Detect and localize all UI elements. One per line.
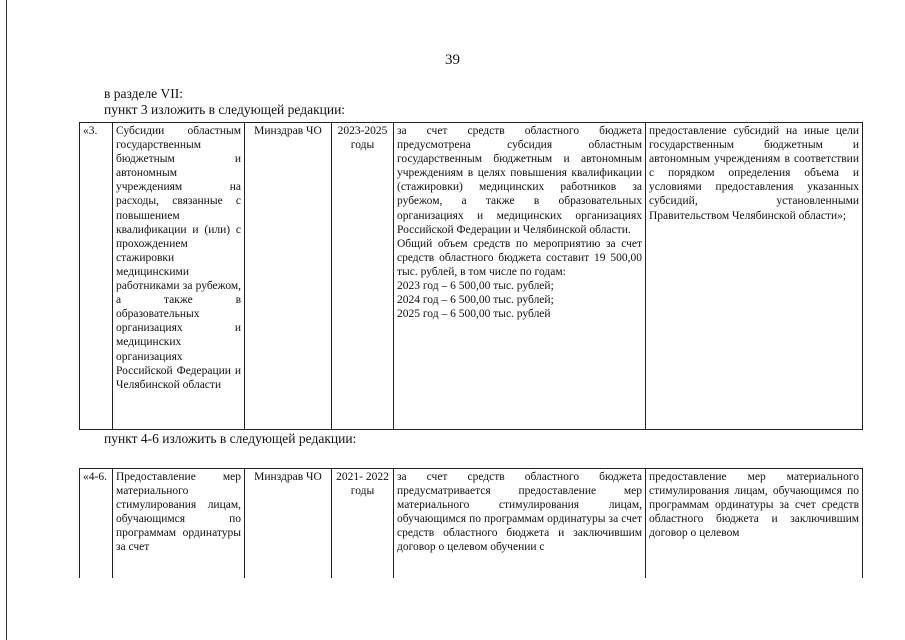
cell-executor: Минздрав ЧО — [245, 123, 332, 430]
cell-expected-result: предоставление мер материального стимулирования лицам, обучающимся по программам ординатуры за счет средств областного бюджета и заключившим договор о целевом — [646, 469, 863, 579]
table-item-3 — [79, 122, 863, 430]
funding-year-2024: 2024 год – 6 500,00 тыс. рублей; — [397, 294, 554, 307]
table-row — [80, 123, 863, 430]
section-heading: в разделе VII: — [104, 86, 184, 101]
table-item-4-6 — [79, 468, 863, 578]
cell-executor: Минздрав ЧО — [245, 469, 332, 579]
cell-years: 2021- 2022 годы — [332, 469, 394, 579]
cell-measure-name: Субсидии областным государственным бюджетным и автономным учреждениям на расходы, связанные с повышением квалификации и (или) с прохождением стажировки медицинскими работниками за рубежом, а также в образовательных организациях и медицинских организациях Российской Федерации и Челябинской области — [113, 123, 245, 430]
funding-paragraph-1: за счет средств областного бюджета предусмотрена субсидия областным государственным бюджетным и автономным учреждениям в целях повышения квалификации (стажировки) медицинских работников за рубежом, а также в образовательных организациях и медицинских организациях Российской Федерации и Челябинской области. — [397, 125, 642, 236]
cell-measure-name: Предоставление мер материального стимулирования лицам, обучающимся по программам ординатуры за счет — [113, 469, 245, 579]
item-4-6-instruction: пункт 4-6 изложить в следующей редакции: — [104, 431, 357, 446]
funding-year-2025: 2025 год – 6 500,00 тыс. рублей — [397, 308, 551, 321]
cell-funding-description: за счет средств областного бюджета предусматривается предоставление мер материального стимулирования лицам, обучающимся по программам ординатуры за счет средств областного бюджета и заключившим договор о целевом обучении с — [394, 469, 646, 579]
table-row — [80, 469, 863, 579]
cell-number: «3. — [80, 123, 113, 430]
funding-year-2023: 2023 год – 6 500,00 тыс. рублей; — [397, 280, 554, 293]
item-3-instruction: пункт 3 изложить в следующей редакции: — [104, 102, 346, 117]
table-item-4-6-clip — [79, 468, 865, 578]
cell-expected-result: предоставление субсидий на иные цели государственным бюджетным и автономным учреждениям в соответствии с порядком определения объема и условиями предоставления указанных субсидий, установленными Правительством Челябинской области»; — [646, 123, 863, 430]
page-number: 39 — [445, 52, 460, 68]
cell-funding-description — [394, 123, 646, 430]
cell-number: «4-6. — [80, 469, 113, 579]
cell-years: 2023-2025 годы — [332, 123, 394, 430]
funding-paragraph-2: Общий объем средств по мероприятию за счет средств областного бюджета составит 19 500,00 тыс. рублей, в том числе по годам: — [397, 237, 642, 278]
page-left-border — [6, 0, 7, 640]
